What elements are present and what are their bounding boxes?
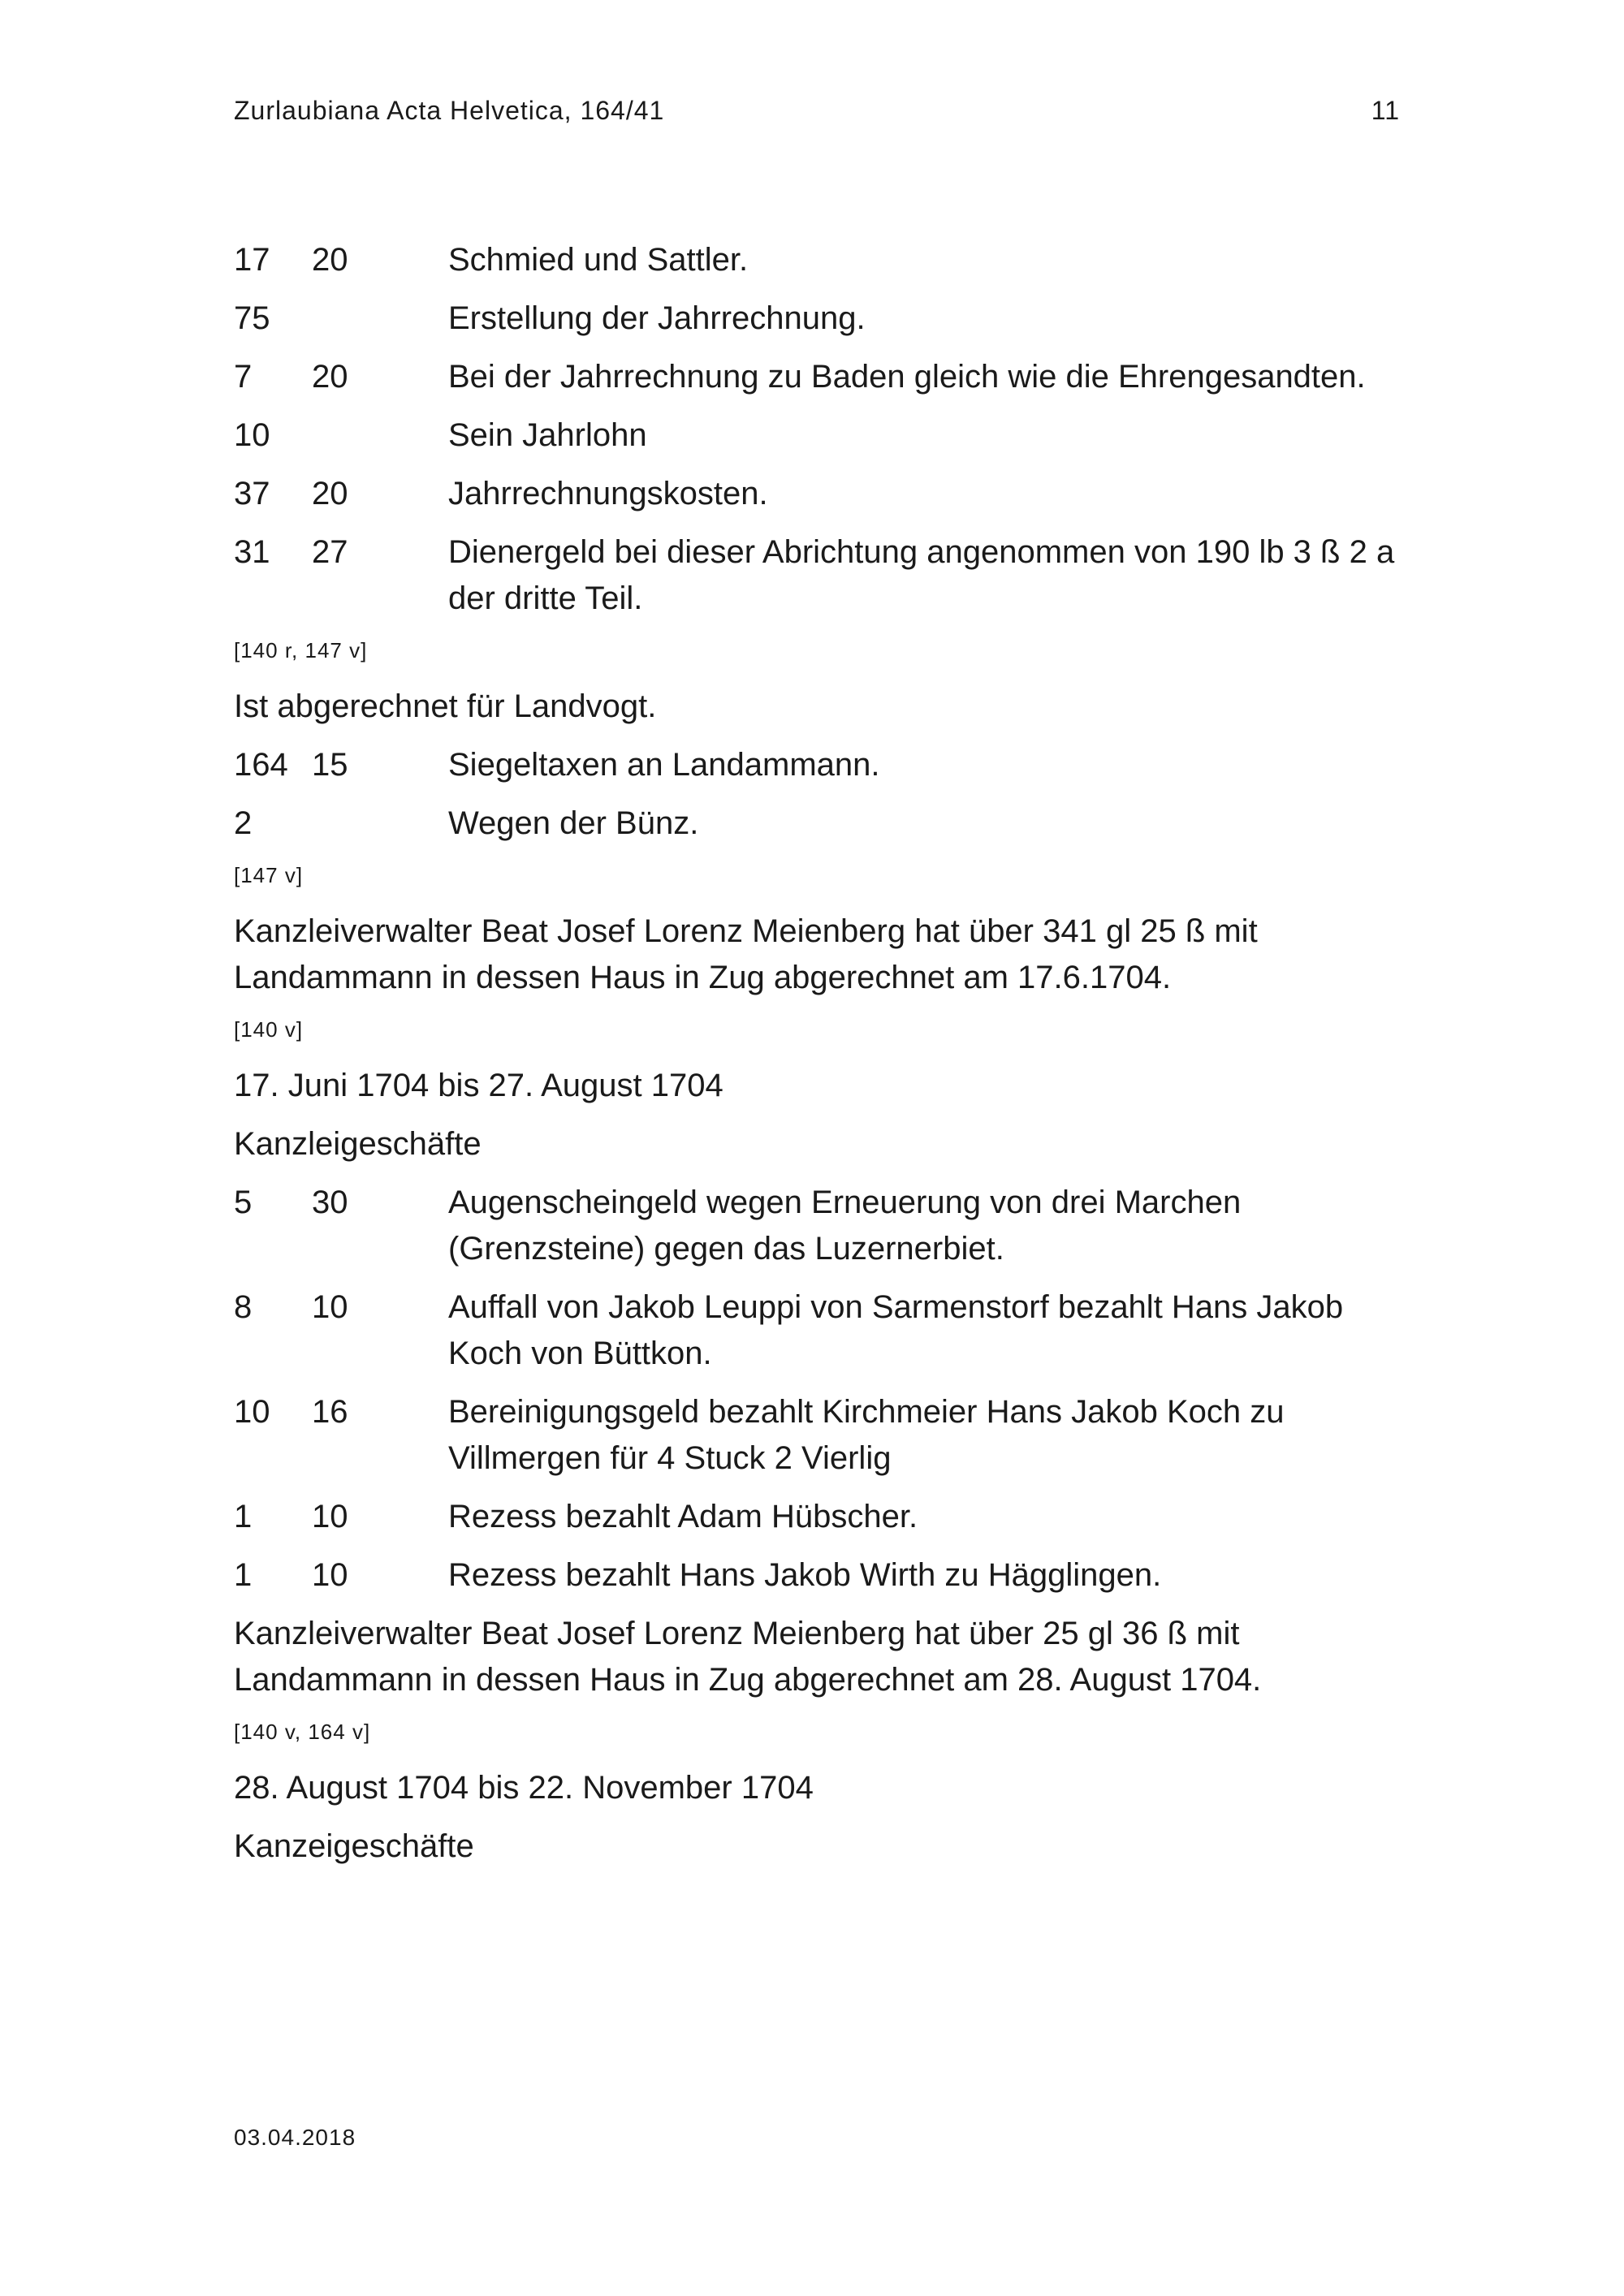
ledger-entry	[234, 1552, 1400, 1599]
amount-gulden: 10	[234, 417, 270, 453]
ledger-entry	[234, 296, 1400, 342]
ledger-entry	[234, 529, 1400, 622]
date-range: 28. August 1704 bis 22. November 1704	[234, 1770, 814, 1806]
ledger-entry	[234, 1284, 1400, 1377]
amount-schilling: 20	[312, 242, 348, 278]
amount-schilling: 27	[312, 534, 348, 570]
section-heading: Kanzleigeschäfte	[234, 1126, 482, 1162]
document-title: Zurlaubiana Acta Helvetica, 164/41	[234, 96, 665, 125]
ledger-entry	[234, 412, 1400, 459]
page-number: 11	[1371, 96, 1400, 125]
paragraph: Kanzleiverwalter Beat Josef Lorenz Meienberg hat über 341 gl 25 ß mit Landammann in dessen Haus in Zug abgerechnet am 17.6.1704.	[234, 913, 1258, 995]
amount-gulden: 5	[234, 1185, 253, 1220]
ledger-entry	[234, 471, 1400, 517]
amount-schilling: 30	[312, 1185, 348, 1220]
entry-description: Wegen der Bünz.	[448, 805, 699, 841]
entry-description: Jahrrechnungskosten.	[448, 476, 768, 511]
entry-description: Erstellung der Jahrrechnung.	[448, 300, 866, 336]
entry-description: Augenscheingeld wegen Erneuerung von drei Marchen (Grenzsteine) gegen das Luzernerbiet.	[448, 1185, 1242, 1267]
page-header	[234, 96, 1400, 126]
amount-schilling: 16	[312, 1394, 348, 1430]
amount-gulden: 164	[234, 747, 288, 783]
footer-date: 03.04.2018	[234, 2125, 356, 2150]
entry-description: Bereinigungsgeld bezahlt Kirchmeier Hans Jakob Koch zu Villmergen für 4 Stuck 2 Vierlig	[448, 1394, 1285, 1476]
amount-gulden: 31	[234, 534, 270, 570]
amount-gulden: 2	[234, 805, 253, 841]
paragraph: Ist abgerechnet für Landvogt.	[234, 688, 657, 724]
amount-schilling: 20	[312, 476, 348, 511]
ledger-entry	[234, 801, 1400, 847]
amount-schilling: 20	[312, 359, 348, 395]
folio-reference: [140 v, 164 v]	[234, 1720, 371, 1744]
amount-gulden: 75	[234, 300, 270, 336]
amount-gulden: 17	[234, 242, 270, 278]
ledger-entry	[234, 1180, 1400, 1272]
amount-gulden: 1	[234, 1557, 253, 1593]
folio-reference: [147 v]	[234, 863, 304, 887]
ledger-entry	[234, 354, 1400, 400]
folio-reference: [140 v]	[234, 1017, 304, 1042]
amount-schilling: 10	[312, 1289, 348, 1325]
amount-gulden: 1	[234, 1499, 253, 1534]
entry-description: Siegeltaxen an Landammann.	[448, 747, 880, 783]
paragraph: Kanzleiverwalter Beat Josef Lorenz Meienberg hat über 25 gl 36 ß mit Landammann in dessen Haus in Zug abgerechnet am 28. August 1704.	[234, 1616, 1262, 1698]
amount-gulden: 8	[234, 1289, 253, 1325]
folio-reference: [140 r, 147 v]	[234, 638, 368, 662]
ledger-entry	[234, 1494, 1400, 1540]
amount-gulden: 10	[234, 1394, 270, 1430]
ledger-entry	[234, 1389, 1400, 1482]
date-range: 17. Juni 1704 bis 27. August 1704	[234, 1068, 723, 1103]
entry-description: Auffall von Jakob Leuppi von Sarmenstorf bezahlt Hans Jakob Koch von Büttkon.	[448, 1289, 1344, 1371]
section-heading: Kanzeigeschäfte	[234, 1828, 474, 1864]
entry-description: Schmied und Sattler.	[448, 242, 749, 278]
amount-schilling: 15	[312, 747, 348, 783]
entry-description: Bei der Jahrrechnung zu Baden gleich wie die Ehrengesandten.	[448, 359, 1366, 395]
ledger-entry	[234, 237, 1400, 283]
amount-gulden: 7	[234, 359, 253, 395]
entry-description: Rezess bezahlt Hans Jakob Wirth zu Hägglingen.	[448, 1557, 1162, 1593]
amount-schilling: 10	[312, 1557, 348, 1593]
ledger-entry	[234, 742, 1400, 788]
entry-description: Sein Jahrlohn	[448, 417, 647, 453]
amount-gulden: 37	[234, 476, 270, 511]
entry-description: Rezess bezahlt Adam Hübscher.	[448, 1499, 918, 1534]
document-body	[234, 237, 1400, 1882]
amount-schilling: 10	[312, 1499, 348, 1534]
entry-description: Dienergeld bei dieser Abrichtung angenommen von 190 lb 3 ß 2 a der dritte Teil.	[448, 534, 1395, 616]
